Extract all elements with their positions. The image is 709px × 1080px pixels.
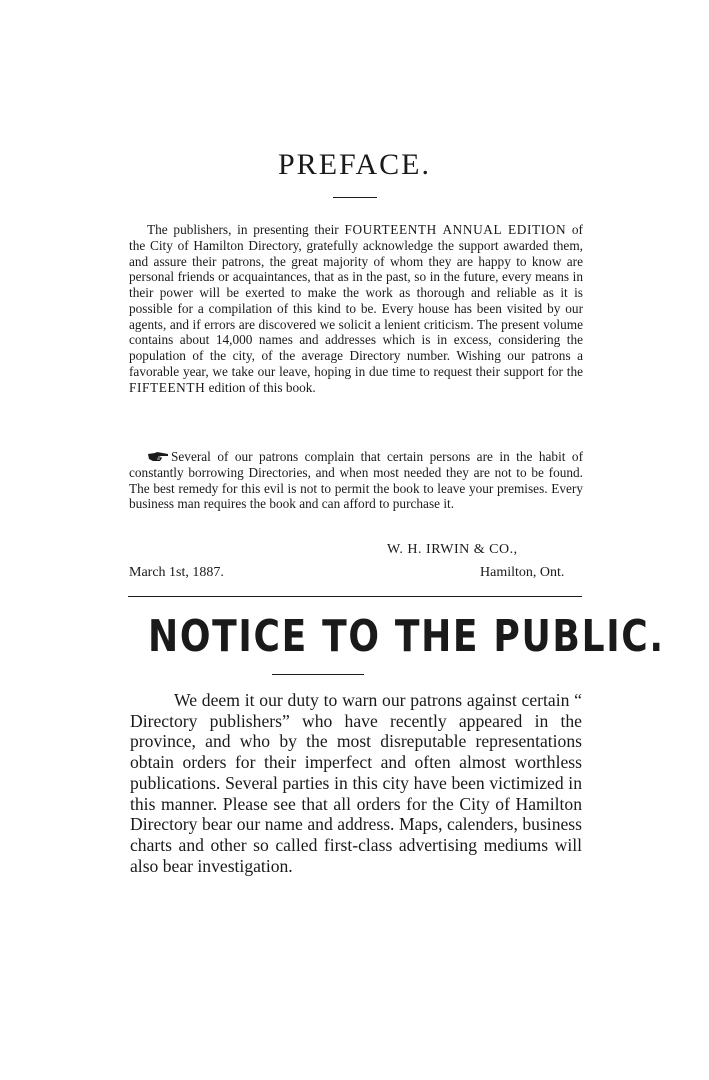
preface-paragraph-2 xyxy=(129,449,583,512)
preface-ending-text: edition of this book. xyxy=(208,379,316,395)
preface-heading: PREFACE. xyxy=(278,148,431,181)
publisher-signature: W. H. IRWIN & CO., xyxy=(387,542,518,557)
preface-paragraph-1 xyxy=(129,222,583,395)
notice-divider xyxy=(272,674,364,675)
section-divider xyxy=(128,596,582,597)
preface-paragraph-2-text: Several of our patrons complain that certain persons are in the habit of constantly borrowing Directories, and when most needed they are not to be found. The best remedy for this evil is not to permit the book to leave your premises. Every business man requires the book and can afford to purchase it. xyxy=(129,449,583,512)
preface-divider xyxy=(333,197,377,198)
pointing-hand-icon xyxy=(147,451,169,462)
notice-paragraph xyxy=(130,690,582,876)
preface-intro-text: The publishers, in presenting their xyxy=(147,222,339,237)
publisher-location: Hamilton, Ont. xyxy=(480,565,565,580)
edition-label: FOURTEENTH ANNUAL EDITION xyxy=(344,222,567,237)
notice-heading: NOTICE TO THE PUBLIC. xyxy=(148,611,665,662)
preface-main-text: of the City of Hamilton Directory, gratefully acknowledge the support awarded them, and assure their patrons, the great majority of whom they are happy to know are personal friends or acquaintances, that as in the past, so in the future, every means in their power will be exerted to make the work as thorough and reliable as it is possible for a compilation of this kind to be. Every house has been visited by our agents, and if errors are discovered we solicit a lenient criticism. The present volume contains about 14,000 names and addresses which is in excess, considering the population of the city, of the average Directory number. Wishing our patrons a favorable year, we take our leave, hoping in due time to request their support for the xyxy=(129,222,583,379)
preface-date: March 1st, 1887. xyxy=(129,565,224,580)
notice-body-text: We deem it our duty to warn our patrons against certain “ Directory publishers” who have recently appeared in the province, and who by the most disreputable representations obtain orders for their imperfect and often almost worthless publications. Several parties in this city have been victimized in this manner. Please see that all orders for the City of Hamilton Directory bear our name and address. Maps, calenders, business charts and other so called first-class advertising mediums will also bear investigation. xyxy=(130,690,582,876)
next-edition-label: FIFTEENTH xyxy=(129,379,206,395)
